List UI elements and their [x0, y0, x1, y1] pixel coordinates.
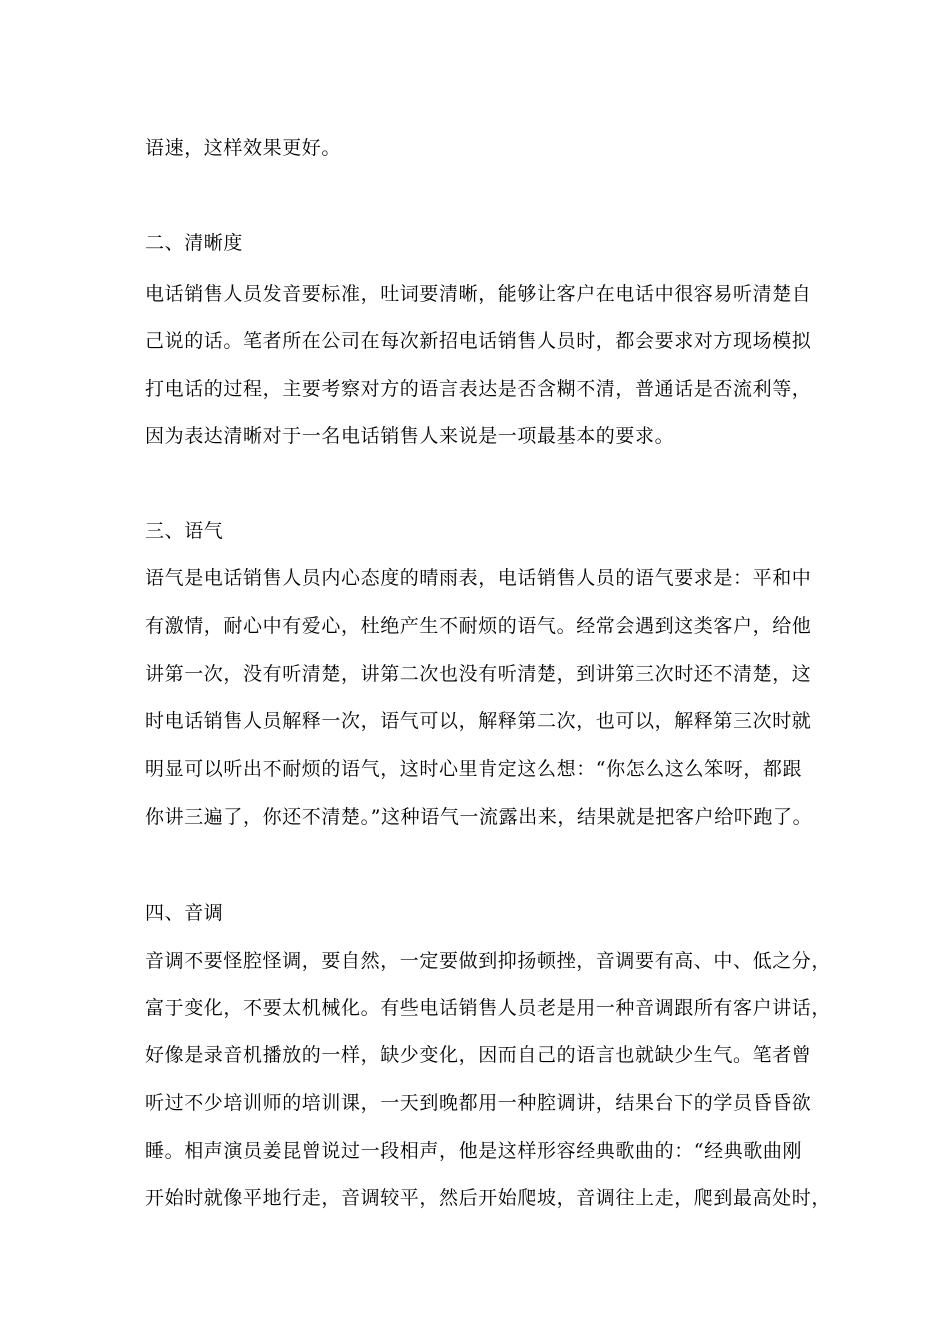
- paragraph-line: 时电话销售人员解释一次，语气可以，解释第二次，也可以，解释第三次时就: [145, 710, 812, 732]
- section-heading-tone: 三、语气: [145, 520, 224, 542]
- intro-tail-text: 语速，这样效果更好。: [145, 137, 342, 159]
- paragraph-line: 富于变化，不要太机械化。有些电话销售人员老是用一种音调跟所有客户讲话，: [145, 997, 832, 1019]
- section-heading-pitch: 四、音调: [145, 902, 224, 924]
- paragraph-line: 你讲三遍了，你还不清楚。”这种语气一流露出来，结果就是把客户给吓跑了。: [145, 806, 813, 828]
- paragraph-line: 音调不要怪腔怪调，要自然，一定要做到抑扬顿挫，音调要有高、中、低之分，: [145, 950, 832, 972]
- paragraph-line: 有激情，耐心中有爱心，杜绝产生不耐烦的语气。经常会遇到这类客户，给他: [145, 615, 812, 637]
- paragraph-line: 打电话的过程，主要考察对方的语言表达是否含糊不清，普通话是否流利等，: [145, 378, 812, 400]
- paragraph-line: 听过不少培训师的培训课，一天到晚都用一种腔调讲，结果台下的学员昏昏欲: [145, 1092, 812, 1114]
- paragraph-line: 因为表达清晰对于一名电话销售人来说是一项最基本的要求。: [145, 425, 675, 447]
- paragraph-line: 电话销售人员发音要标准，吐词要清晰，能够让客户在电话中很容易听清楚自: [145, 283, 812, 305]
- paragraph-line: 己说的话。笔者所在公司在每次新招电话销售人员时，都会要求对方现场模拟: [145, 330, 812, 352]
- paragraph-line: 好像是录音机播放的一样，缺少变化，因而自己的语言也就缺少生气。笔者曾: [145, 1044, 812, 1066]
- paragraph-line: 睡。相声演员姜昆曾说过一段相声，他是这样形容经典歌曲的：“经典歌曲刚: [145, 1140, 803, 1162]
- paragraph-line: 语气是电话销售人员内心态度的晴雨表，电话销售人员的语气要求是：平和中: [145, 567, 812, 589]
- paragraph-line: 开始时就像平地行走，音调较平，然后开始爬坡，音调往上走，爬到最高处时，: [145, 1187, 832, 1209]
- paragraph-line: 明显可以听出不耐烦的语气，这时心里肯定这么想：“你怎么这么笨呀，都跟: [145, 758, 803, 780]
- section-heading-clarity: 二、清晰度: [145, 232, 244, 254]
- paragraph-line: 讲第一次，没有听清楚，讲第二次也没有听清楚，到讲第三次时还不清楚，这: [145, 663, 812, 685]
